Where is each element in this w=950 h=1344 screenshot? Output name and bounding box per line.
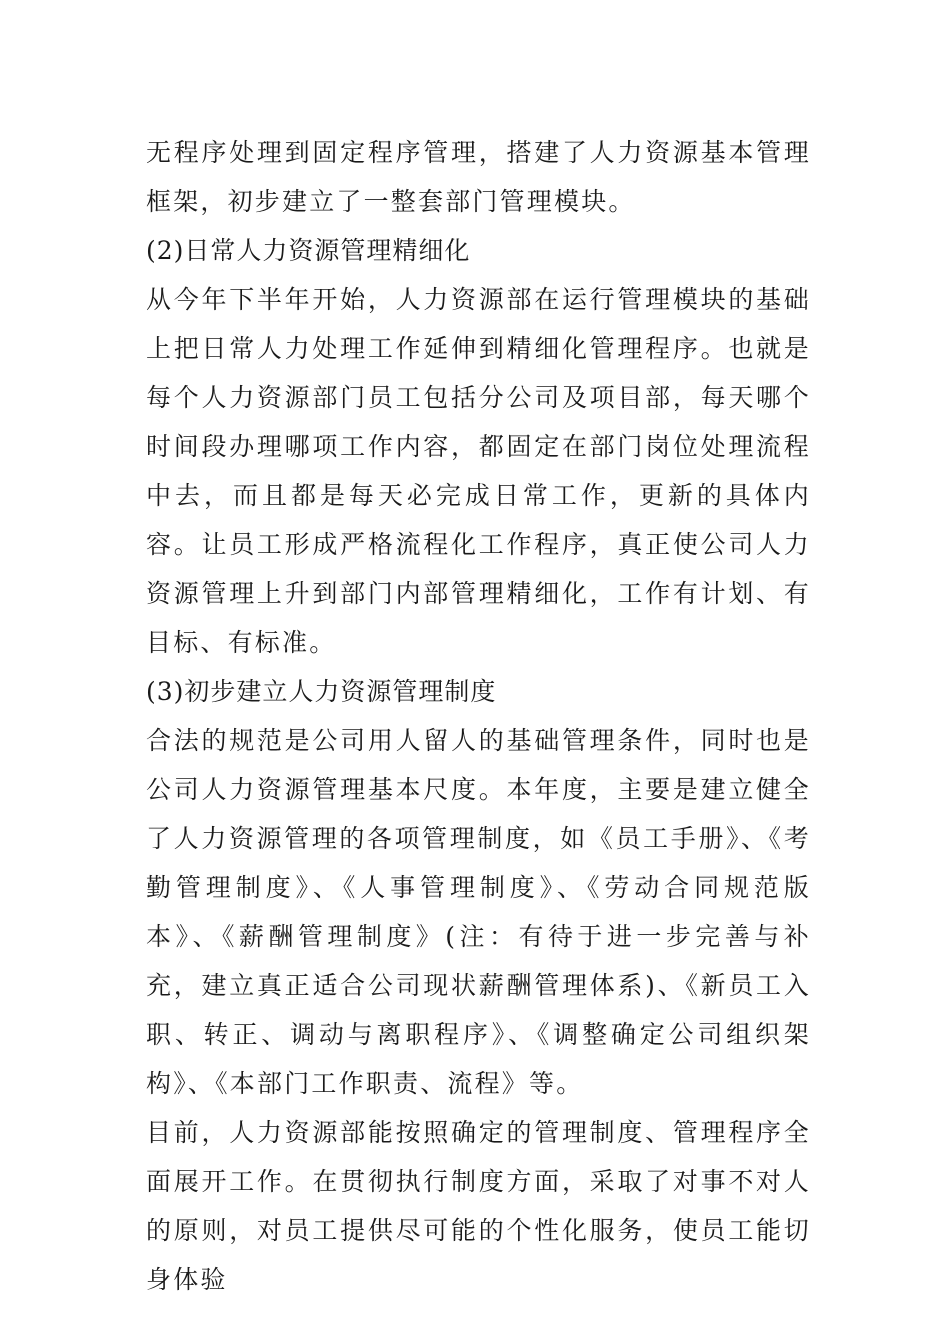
section-heading-3: (3)初步建立人力资源管理制度: [146, 677, 497, 706]
paragraph-current-status: 目前，人力资源部能按照确定的管理制度、管理程序全面展开工作。在贯彻执行制度方面，采取了对事不对人的原则，对员工提供尽可能的个性化服务，使员工能切身体验: [146, 1118, 811, 1294]
section-heading-2: (2)日常人力资源管理精细化: [146, 236, 471, 265]
document-body: [146, 128, 811, 1304]
paragraph-intro-continuation: 无程序处理到固定程序管理，搭建了人力资源基本管理框架，初步建立了一整套部门管理模块。: [146, 138, 811, 216]
paragraph-regulations: 合法的规范是公司用人留人的基础管理条件，同时也是公司人力资源管理基本尺度。本年度，主要是建立健全了人力资源管理的各项管理制度，如《员工手册》、《考勤管理制度》、《人事管理制度》、《劳动合同规范版本》、《薪酬管理制度》(注：有待于进一步完善与补充，建立真正适合公司现状薪酬管理体系)、《新员工入职、转正、调动与离职程序》、《调整确定公司组织架构》、《本部门工作职责、流程》等。: [146, 726, 811, 1098]
paragraph-refinement: 从今年下半年开始，人力资源部在运行管理模块的基础上把日常人力处理工作延伸到精细化管理程序。也就是每个人力资源部门员工包括分公司及项目部，每天哪个时间段办理哪项工作内容，都固定在部门岗位处理流程中去，而且都是每天必完成日常工作，更新的具体内容。让员工形成严格流程化工作程序，真正使公司人力资源管理上升到部门内部管理精细化，工作有计划、有目标、有标准。: [146, 285, 811, 657]
